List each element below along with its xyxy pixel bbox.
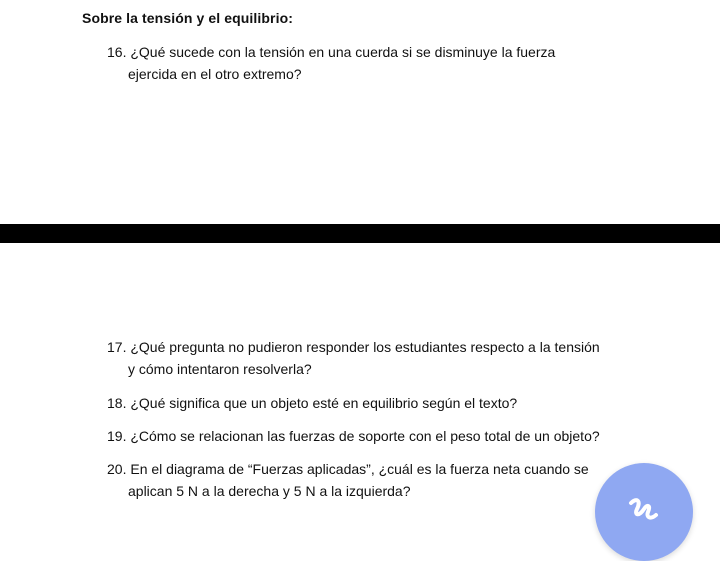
question-20 (107, 458, 667, 502)
question-text-continued: ejercida en el otro extremo? (128, 66, 302, 82)
question-number: 16. (107, 44, 127, 60)
question-text: ¿Cómo se relacionan las fuerzas de soporte con el peso total de un objeto? (130, 428, 600, 444)
question-number: 19. (107, 428, 127, 444)
question-text: ¿Qué sucede con la tensión en una cuerda si se disminuye la fuerza (130, 44, 556, 60)
question-19 (107, 425, 667, 447)
question-16 (107, 41, 667, 85)
question-text-continued: aplican 5 N a la derecha y 5 N a la izquierda? (128, 483, 411, 499)
redaction-bar (0, 224, 720, 243)
section-heading: Sobre la tensión y el equilibrio: (82, 10, 294, 26)
question-18 (107, 392, 667, 414)
question-text-continued: y cómo intentaron resolverla? (128, 361, 312, 377)
question-text: En el diagrama de “Fuerzas aplicadas”, ¿cuál es la fuerza neta cuando se (130, 461, 589, 477)
question-17 (107, 336, 667, 380)
handwriting-squiggle-icon (625, 493, 663, 531)
question-number: 18. (107, 395, 127, 411)
question-number: 20. (107, 461, 127, 477)
handwriting-fab-button[interactable] (595, 463, 693, 561)
question-text: ¿Qué significa que un objeto esté en equilibrio según el texto? (130, 395, 518, 411)
question-number: 17. (107, 339, 127, 355)
question-text: ¿Qué pregunta no pudieron responder los estudiantes respecto a la tensión (130, 339, 600, 355)
